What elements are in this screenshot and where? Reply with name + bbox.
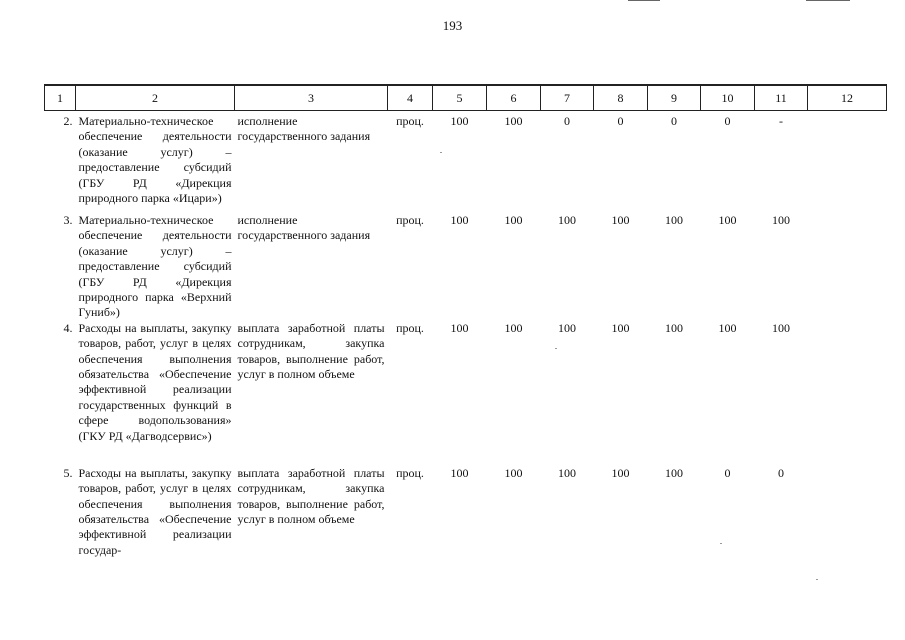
column-header: 2 xyxy=(76,85,235,111)
value-cell: 100 xyxy=(611,213,630,227)
column-header: 3 xyxy=(235,85,388,111)
scan-speck xyxy=(555,348,557,349)
activity-name: Материально-техническое обеспечение деятельности (оказание услуг) – предоставление субсидий (ГБУ РД «Дирекция природного парка «Верхний Гуниб») xyxy=(78,213,232,320)
value-cell: 100 xyxy=(558,320,576,335)
row-number: 3. xyxy=(63,213,73,227)
scan-speck xyxy=(816,579,818,580)
unit-cell: проц. xyxy=(396,114,424,128)
program-table xyxy=(44,84,887,586)
table-row xyxy=(45,111,887,214)
value-cell: 100 xyxy=(611,320,630,335)
value-cell: 0 xyxy=(724,465,731,480)
value-cell: 100 xyxy=(504,114,523,128)
value-cell: 100 xyxy=(718,320,737,335)
column-header: 9 xyxy=(648,85,701,111)
unit-cell: проц. xyxy=(396,320,424,335)
column-header: 8 xyxy=(594,85,648,111)
value-cell: 100 xyxy=(665,320,683,335)
column-header: 6 xyxy=(487,85,541,111)
value-cell: 100 xyxy=(504,213,523,227)
page-number: 193 xyxy=(442,18,463,33)
unit-cell: проц. xyxy=(396,465,424,480)
value-cell: 100 xyxy=(558,465,576,480)
value-cell: 100 xyxy=(718,213,737,227)
table-row xyxy=(45,213,887,321)
value-cell: 100 xyxy=(504,320,523,335)
value-cell: 100 xyxy=(450,320,469,335)
value-cell: 100 xyxy=(611,465,630,480)
value-cell: 100 xyxy=(665,465,683,480)
activity-name: Расходы на выплаты, закупку товаров, работ, услуг в целях обеспечения выполнения обязательства «Обеспечение эффективной реализации государственных функций в сфере водопользования» (ГКУ РД «Дагводсервис») xyxy=(78,320,232,443)
indicator-name: исполнение государственного задания xyxy=(237,114,371,144)
table-row xyxy=(45,466,887,586)
column-header: 7 xyxy=(541,85,594,111)
value-cell: 100 xyxy=(665,213,683,227)
row-number: 4. xyxy=(63,320,73,335)
value-cell: 100 xyxy=(450,213,469,227)
column-header: 12 xyxy=(808,85,887,111)
indicator-name: выплата заработной платы сотрудникам, закупка товаров, выполнение работ, услуг в полном объеме xyxy=(237,465,385,527)
column-header: 1 xyxy=(45,85,76,111)
value-cell xyxy=(808,213,887,321)
value-cell: 0 xyxy=(564,114,570,128)
value-cell: 100 xyxy=(450,114,469,128)
value-cell: 0 xyxy=(671,114,677,128)
indicator-name: выплата заработной платы сотрудникам, закупка товаров, выполнение работ, услуг в полном объеме xyxy=(237,320,385,382)
activity-name: Расходы на выплаты, закупку товаров, работ, услуг в целях обеспечения выполнения обязательства «Обеспечение эффективной реализации государ- xyxy=(78,465,232,557)
header-row xyxy=(45,85,887,111)
value-cell xyxy=(808,466,887,586)
column-header: 4 xyxy=(388,85,433,111)
row-number: 5. xyxy=(63,465,73,480)
table-row xyxy=(45,321,887,466)
value-cell: 0 xyxy=(778,465,784,480)
value-cell: 100 xyxy=(558,213,576,227)
value-cell: 0 xyxy=(617,114,624,128)
row-number: 2. xyxy=(63,114,73,128)
scan-speck xyxy=(440,152,442,153)
column-header: 11 xyxy=(755,85,808,111)
top-edge-line-2 xyxy=(806,0,850,1)
value-cell xyxy=(808,111,887,214)
indicator-name: исполнение государственного задания xyxy=(237,213,371,243)
value-cell: 0 xyxy=(724,114,731,128)
value-cell: - xyxy=(779,114,783,128)
value-cell: 100 xyxy=(772,320,790,335)
value-cell xyxy=(808,321,887,466)
value-cell: 100 xyxy=(772,213,790,227)
value-cell: 100 xyxy=(450,465,469,480)
unit-cell: проц. xyxy=(396,213,424,227)
column-header: 10 xyxy=(701,85,755,111)
column-header: 5 xyxy=(433,85,487,111)
activity-name: Материально-техническое обеспечение деятельности (оказание услуг) – предоставление субсидий (ГБУ РД «Дирекция природного парка «Ицари») xyxy=(78,114,232,206)
scan-speck xyxy=(720,543,722,544)
top-edge-line-1 xyxy=(628,0,660,1)
value-cell: 100 xyxy=(504,465,523,480)
